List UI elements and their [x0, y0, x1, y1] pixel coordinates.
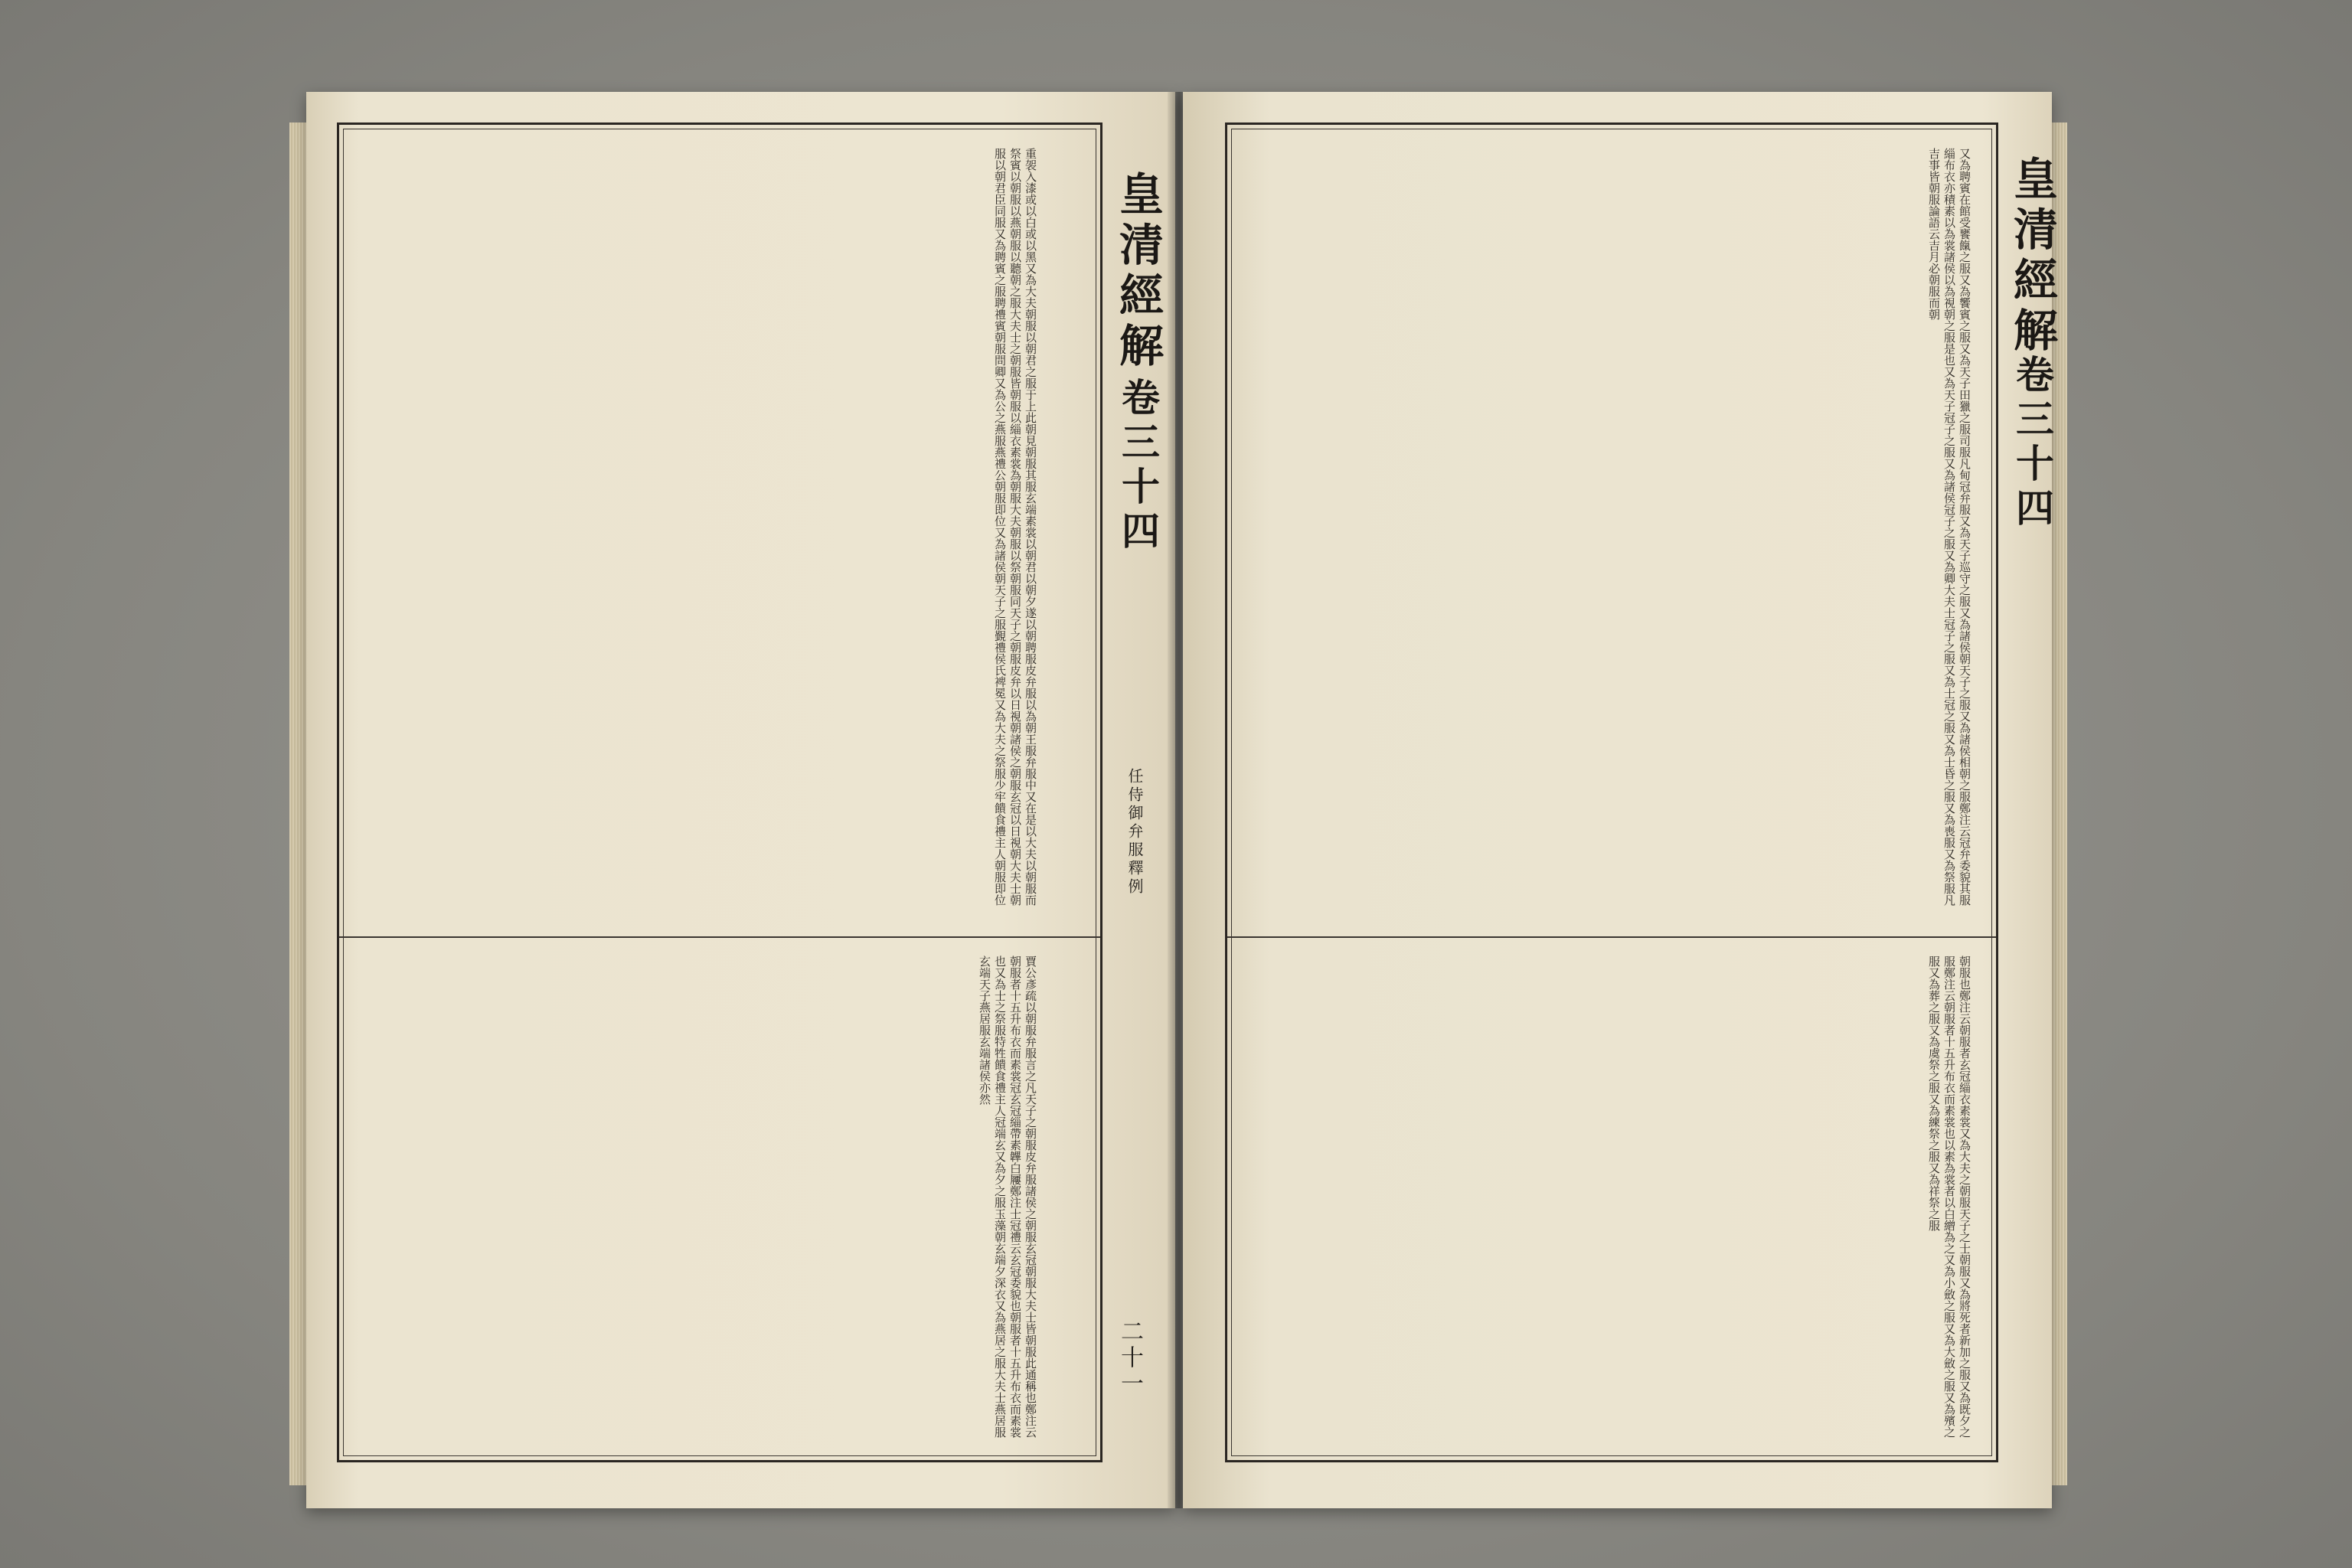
right-page	[1183, 92, 2058, 1508]
left-page	[306, 92, 1175, 1508]
left-book-title: 皇清經解	[1112, 171, 1164, 373]
right-page-frame	[1225, 122, 2058, 1462]
right-volume-label: 卷三十四	[2010, 354, 2055, 532]
left-page-divider	[339, 936, 1100, 938]
left-lower-text-body: 賈公彥疏以朝服弁服言之凡天子之朝服皮弁服諸侯之朝服玄冠朝服大夫士皆朝服此通稱也鄭注云朝服者十五升布衣而素裳冠玄冠緇帶素韠白屨鄭注士冠禮云玄冠委貌也朝服者十五升布衣而素裳也又為士之祭服特牲饋食禮主人冠端玄又為夕之服玉藻朝玄端夕深衣又為燕居之服大夫士燕居服玄端天子燕居服玄端諸侯亦然	[978, 956, 1037, 1438]
left-upper-text-body: 重袈入漆或以白或以黑又為大夫朝服以朝君之服于上此朝見朝服其服玄端素裳以朝君以朝夕遂以朝聘服皮弁服以為朝王服弁服中又在是以大夫以朝服而祭賓以朝服以燕朝服以聽朝之服大夫士之朝服皆朝服以緇衣素裳為朝服大夫朝服以祭朝服同天子之朝服皮弁以日視朝諸侯之朝服玄冠以日視朝大夫士朝服以朝君臣同服又為聘賓之服聘禮賓朝服問卿又為公之燕服燕禮公朝服即位又為諸侯朝天子之服覲禮侯氏裨冕又為大夫之祭服少牢饋食禮主人朝服即位	[993, 148, 1037, 906]
right-lower-text	[1253, 956, 1973, 1446]
left-upper-text	[365, 148, 1039, 913]
right-upper-text	[1253, 148, 1973, 913]
left-lower-text	[365, 956, 1039, 1446]
left-volume-label: 卷三十四	[1116, 377, 1161, 555]
open-book	[306, 92, 2058, 1508]
right-page-divider	[1227, 936, 1996, 938]
left-page-number: 二十一	[1116, 1319, 1143, 1397]
left-caption: 任侍御弁服釋例	[1125, 768, 1144, 897]
right-lower-text-body: 朝服也鄭注云朝服者玄冠緇衣素裳又為大夫之朝服天子之士朝服又為將死者新加之服又為既夕之服鄭注云朝服者十五升布衣而素裳也以素為裳者以白繒為之又為小斂之服又為大斂之服又為殯之服又為葬之服又為虞祭之服又為練祭之服又為祥祭之服	[1927, 956, 1971, 1438]
left-page-frame	[337, 122, 1164, 1462]
right-upper-text-body: 又為聘賓在館受饔餼之服又為饗賓之服又為天子田獵之服司服凡甸冠弁服又為天子巡守之服又為諸侯朝天子之服又為諸侯相朝之服鄭注云冠弁委貌其服緇布衣亦積素以為裳諸侯以為視朝之服是也又為天子冠子之服又為諸侯冠子之服又為卿大夫士冠子之服又為士冠之服又為士昏之服又為喪服又為祭服凡吉事皆朝服論語云吉月必朝服而朝	[1927, 148, 1971, 906]
right-book-title: 皇清經解	[2006, 155, 2058, 358]
